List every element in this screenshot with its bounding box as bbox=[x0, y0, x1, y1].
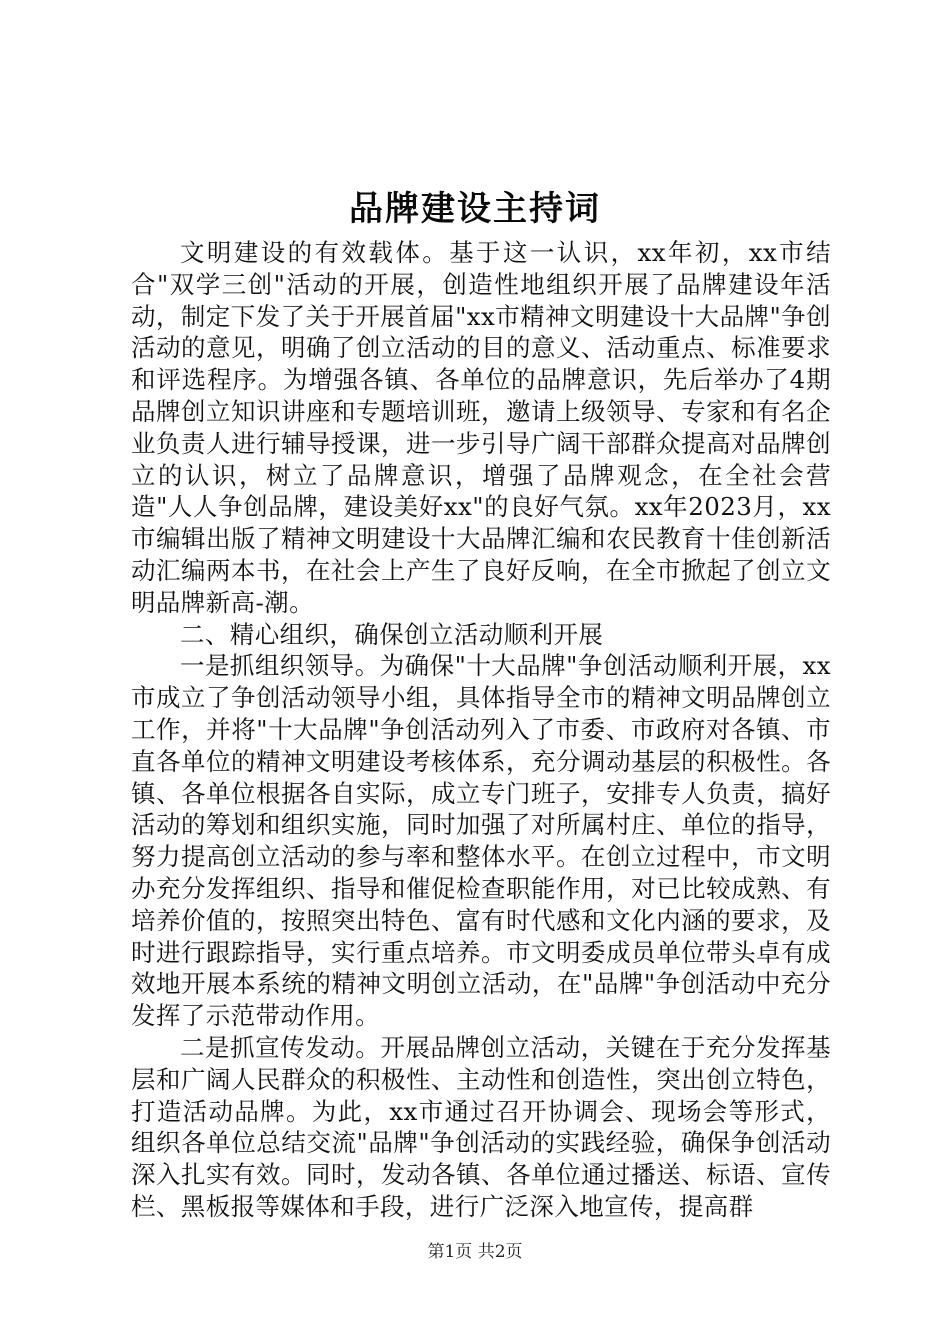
document-title: 品牌建设主持词 bbox=[349, 189, 601, 229]
page-number-footer: 第1页 共2页 bbox=[427, 1242, 523, 1262]
document-body bbox=[131, 237, 831, 1223]
paragraph-organization: 一是抓组织领导。为确保"十大品牌"争创活动顺利开展，xx市成立了争创活动领导小组，具体指导全市的精神文明品牌创立工作，并将"十大品牌"争创活动列入了市委、市政府对各镇、市直各单位的精神文明建设考核体系，充分调动基层的积极性。各镇、各单位根据各自实际，成立专门班子，安排专人负责，搞好活动的筹划和组织实施，同时加强了对所属村庄、单位的指导，努力提高创立活动的参与率和整体水平。在创立过程中，市文明办充分发挥组织、指导和催促检查职能作用，对已比较成熟、有培养价值的，按照突出特色、富有时代感和文化内涵的要求，及时进行跟踪指导，实行重点培养。市文明委成员单位带头卓有成效地开展本系统的精神文明创立活动，在"品牌"争创活动中充分发挥了示范带动作用。 bbox=[131, 651, 831, 1031]
section-heading: 二、精心组织，确保创立活动顺利开展 bbox=[180, 619, 604, 649]
paragraph-publicity: 二是抓宣传发动。开展品牌创立活动，关键在于充分发挥基层和广阔人民群众的积极性、主动性和创造性，突出创立特色，打造活动品牌。为此，xx市通过召开协调会、现场会等形式，组织各单位总结交流"品牌"争创活动的实践经验，确保争创活动深入扎实有效。同时，发动各镇、各单位通过播送、标语、宣传栏、黑板报等媒体和手段，进行广泛深入地宣传，提高群 bbox=[131, 1032, 831, 1221]
paragraph-intro: 文明建设的有效载体。基于这一认识，xx年初，xx市结合"双学三创"活动的开展，创造性地组织开展了品牌建设年活动，制定下发了关于开展首届"xx市精神文明建设十大品牌"争创活动的意见，明确了创立活动的目的意义、活动重点、标准要求和评选程序。为增强各镇、各单位的品牌意识，先后举办了4期品牌创立知识讲座和专题培训班，邀请上级领导、专家和有名企业负责人进行辅导授课，进一步引导广阔干部群众提高对品牌创立的认识，树立了品牌意识，增强了品牌观念，在全社会营造"人人争创品牌，建设美好xx"的良好气氛。xx年2023月，xx市编辑出版了精神文明建设十大品牌汇编和农民教育十佳创新活动汇编两本书，在社会上产生了良好反响，在全市掀起了创立文明品牌新高-潮。 bbox=[131, 238, 831, 617]
